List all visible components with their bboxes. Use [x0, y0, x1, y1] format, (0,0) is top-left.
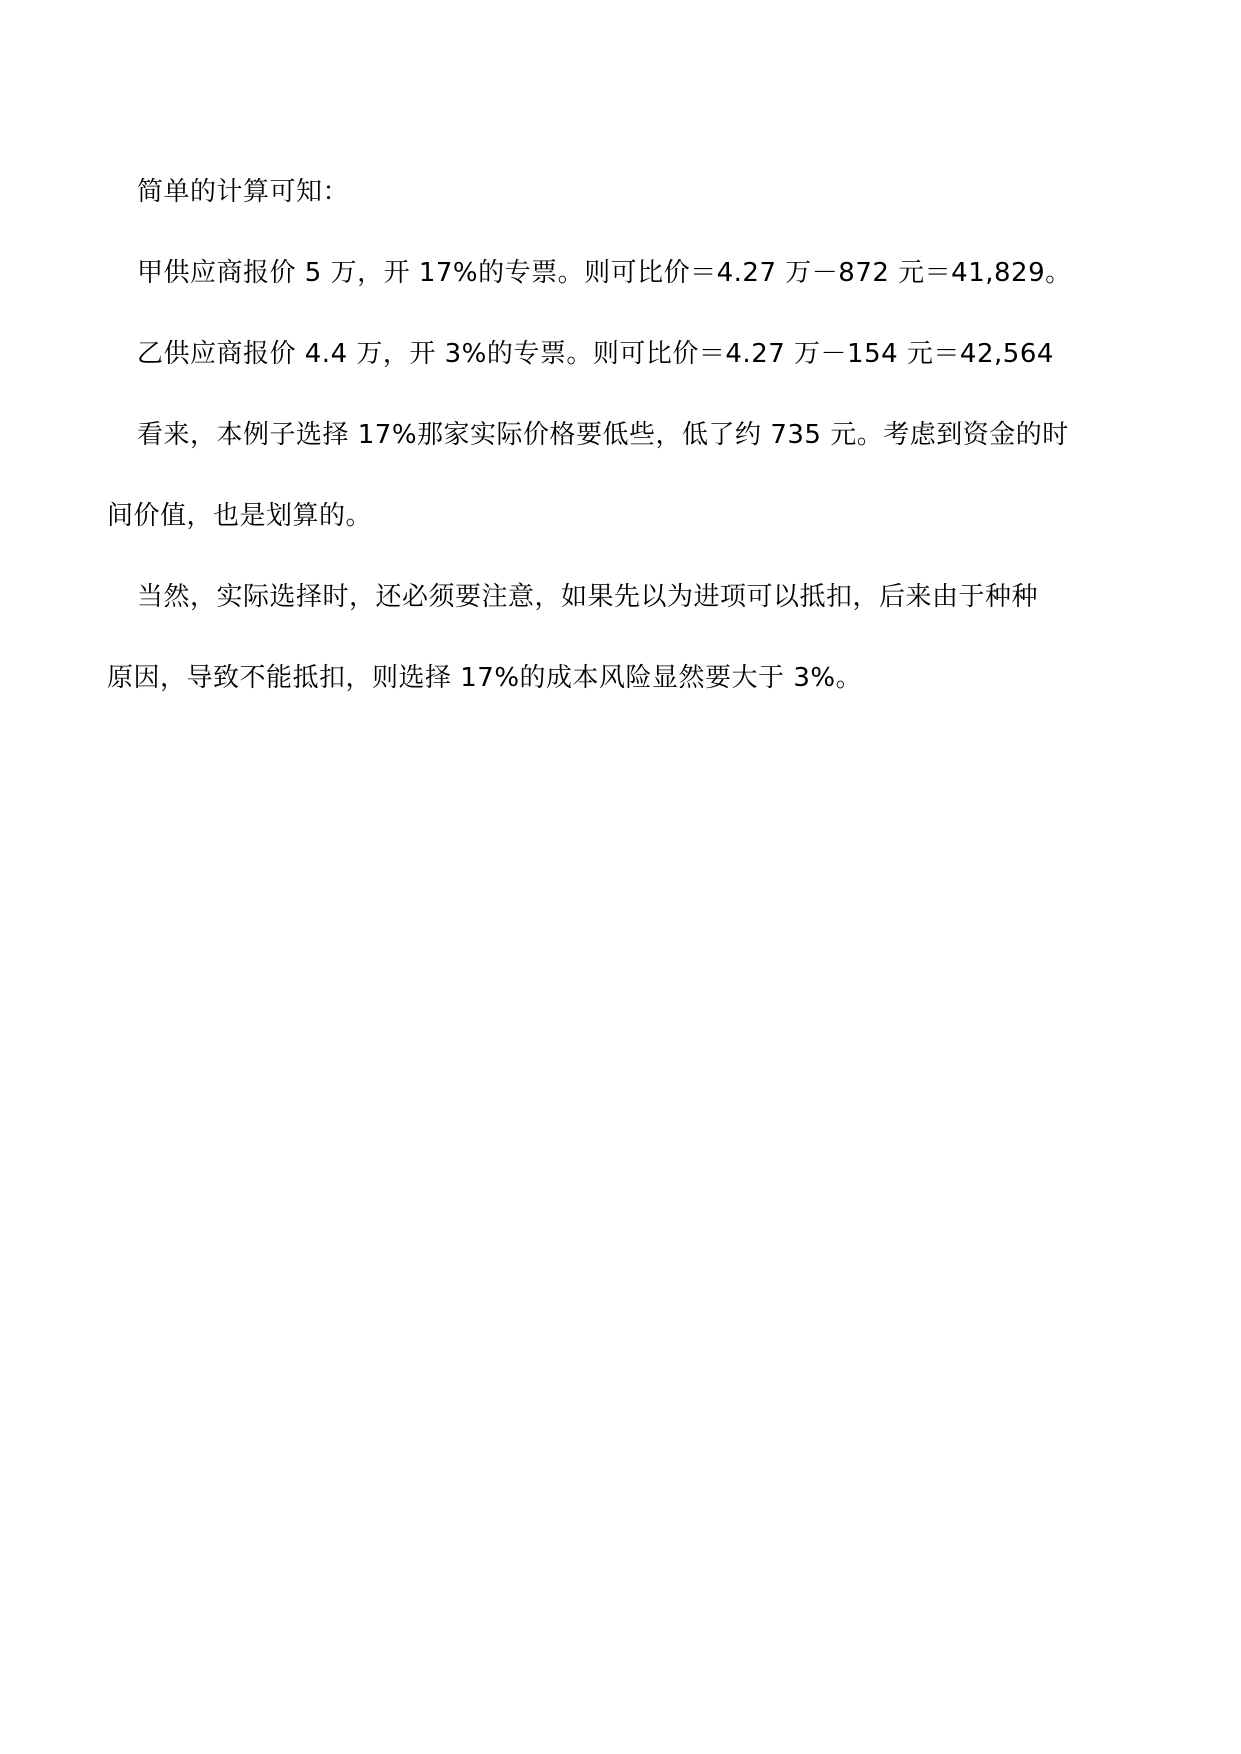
text-line-calc-intro: 简单的计算可知： [137, 177, 350, 207]
text-line-caution-1: 当然，实际选择时，还必须要注意，如果先以为进项可以抵扣，后来由于种种 [137, 582, 1039, 612]
text-line-caution-2: 原因，导致不能抵扣，则选择 17%的成本风险显然要大于 3%。 [107, 663, 863, 693]
text-line-supplier-a: 甲供应商报价 5 万，开 17%的专票。则可比价＝4.27 万－872 元＝41,829。 [137, 258, 1072, 288]
text-line-conclusion-2: 间价值，也是划算的。 [107, 501, 373, 531]
text-line-conclusion-1: 看来，本例子选择 17%那家实际价格要低些，低了约 735 元。考虑到资金的时 [137, 420, 1069, 450]
text-line-supplier-b: 乙供应商报价 4.4 万，开 3%的专票。则可比价＝4.27 万－154 元＝42,564 [137, 339, 1054, 369]
